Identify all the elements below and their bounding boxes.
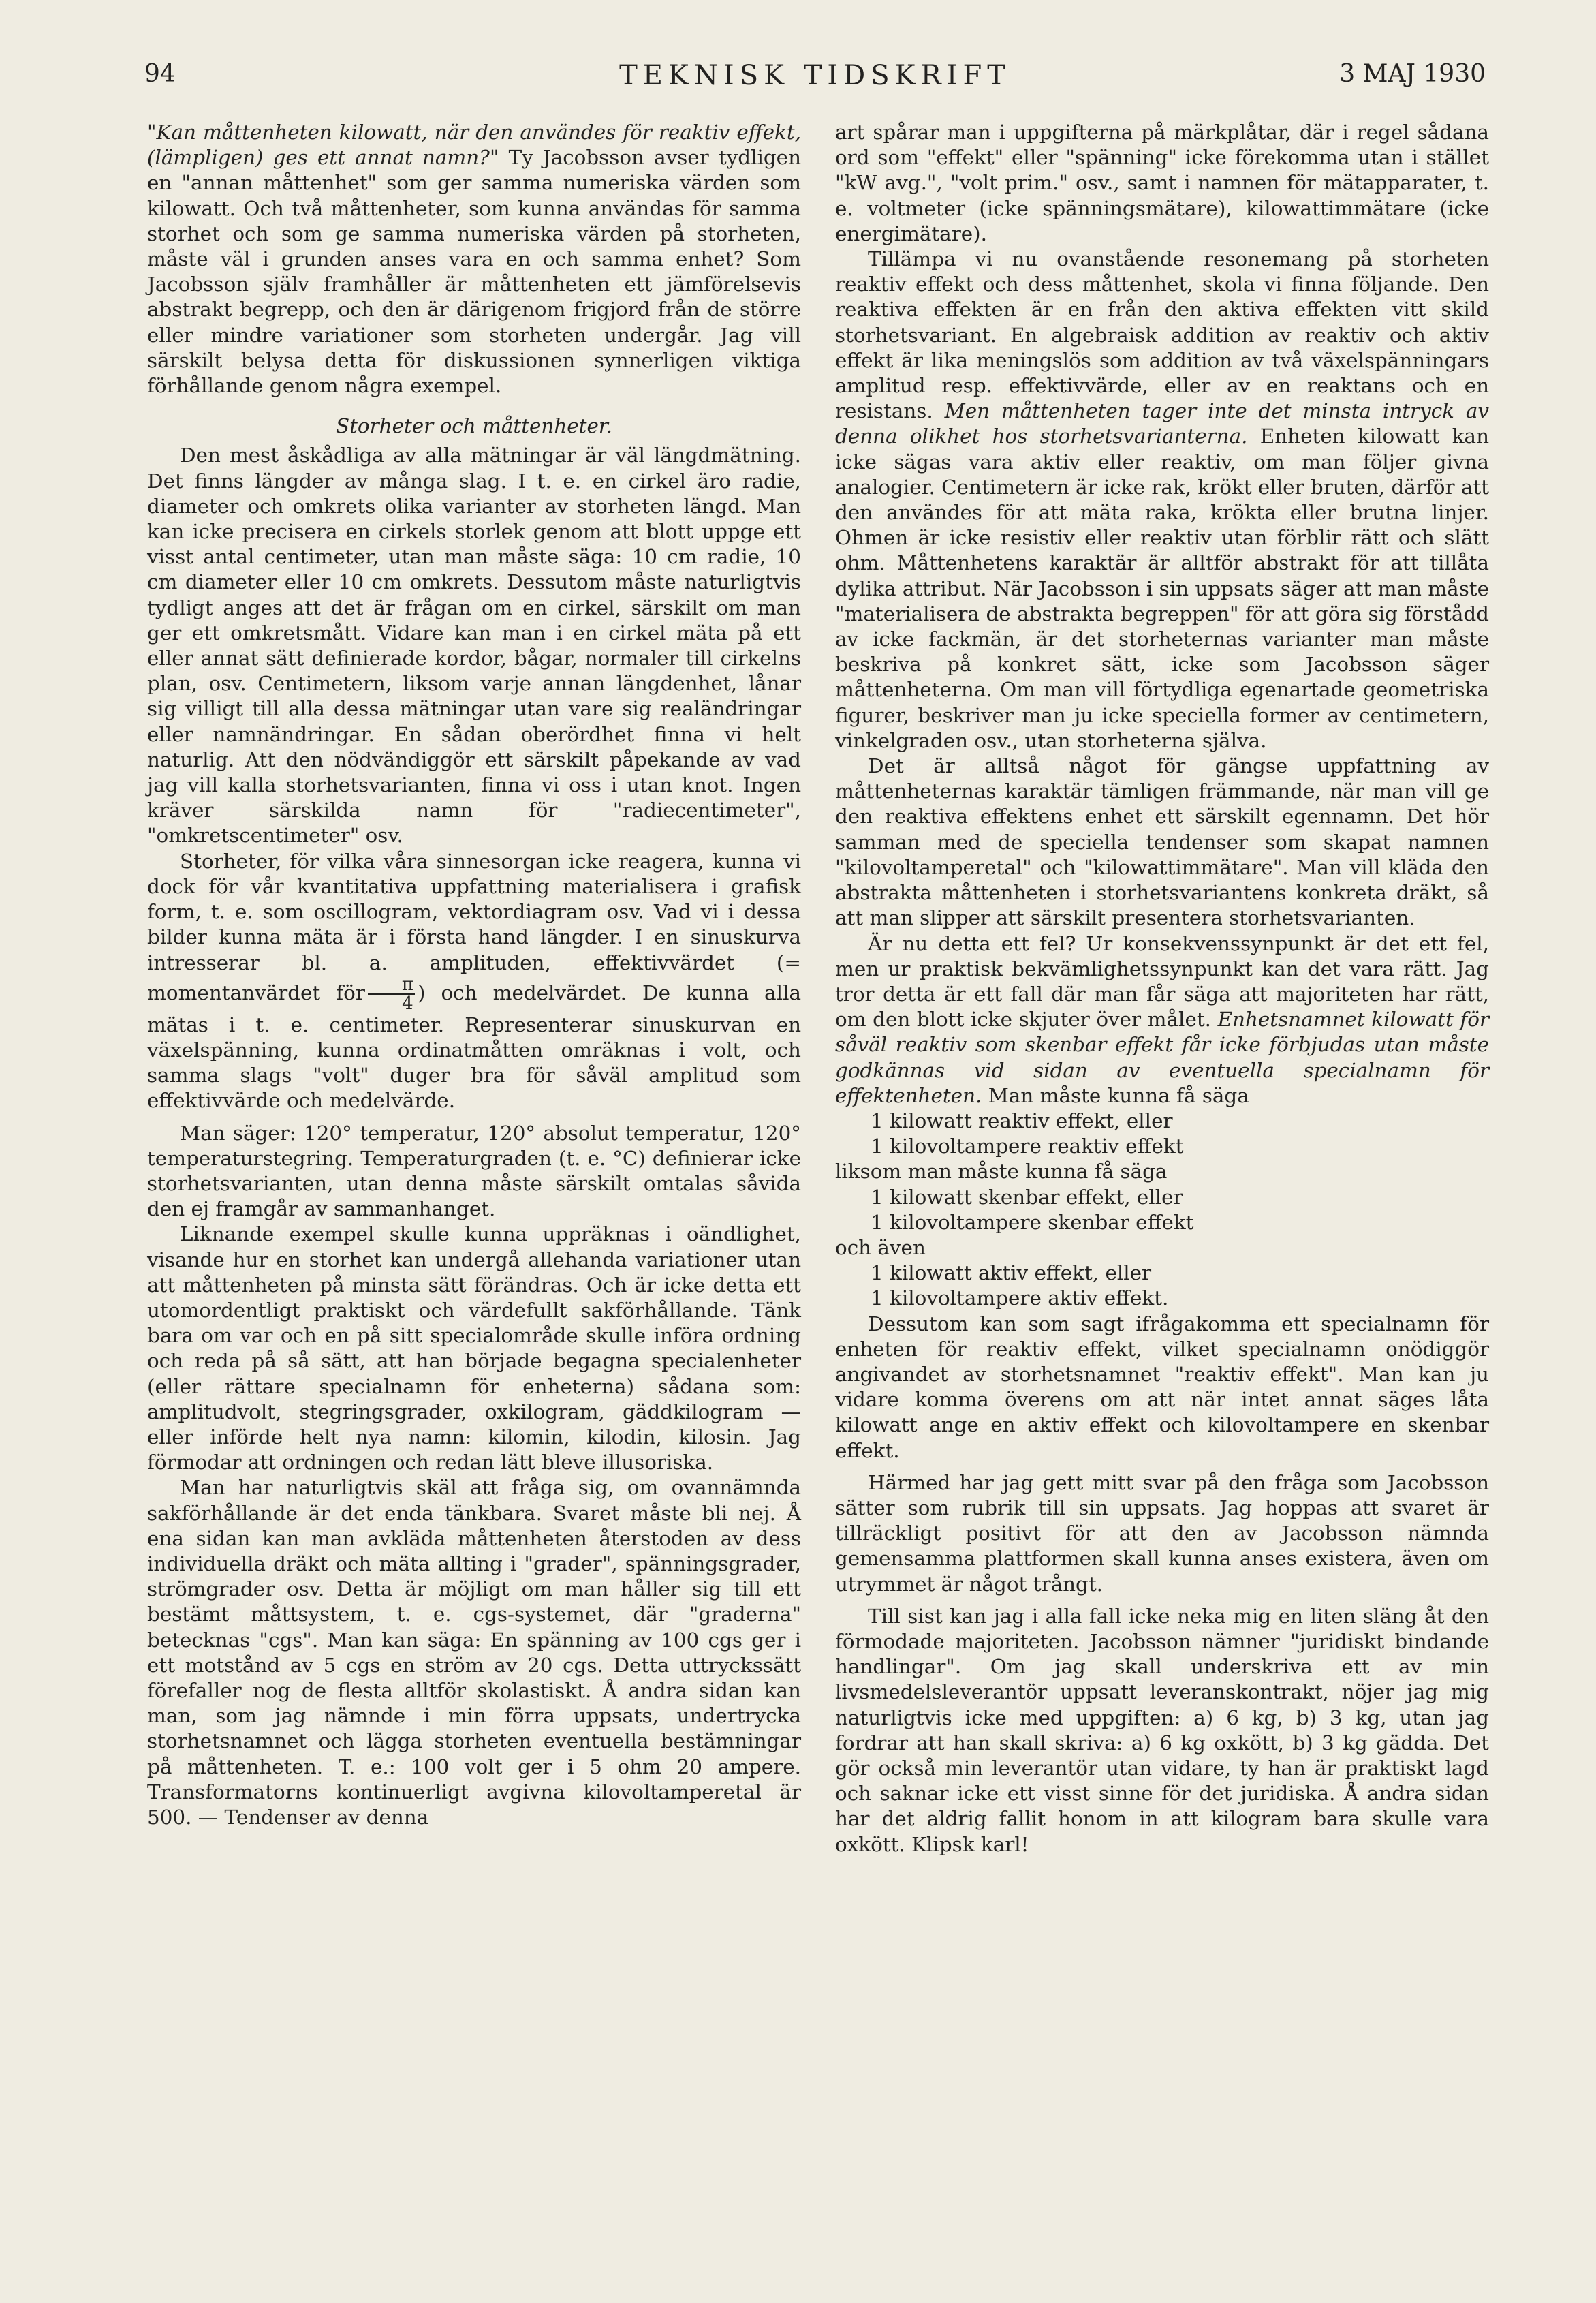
journal-title: TEKNISK TIDSKRIFT [619,60,1011,91]
paragraph-text: Ty Jacobsson avser tydligen en "annan måttenhet" som ger samma numeriska värden som kilowatt. Och två måttenheter, som kunna användas för samma storhet och som ge samma numeriska värden på storheten, måste väl i grunden anses vara en och samma enhet? Som Jacobsson själv framhåller är måttenheten ett jämförelsevis abstrakt begrepp, och den är därigenom frigjord från de större eller mindre variationer som storheten undergår. Jag vill särskilt belysa detta för diskussionen synnerligen viktiga förhållande genom några exempel. [147,146,801,398]
emphasis-text: Men måttenheten tager inte det minsta intryck av denna olikhet hos storhetsvarianterna. [835,399,1489,448]
paragraph: Dessutom kan som sagt ifrågakomma ett specialnamn för enheten för reaktiv effekt, vilket specialnamn onödiggör angivandet av storhetsnamnet "reaktiv effekt". Man kan ju vidare komma överens om att när intet annat säges låta kilowatt ange en aktiv effekt och kilovoltampere en skenbar effekt. [835,1312,1489,1462]
right-column [835,120,1489,1857]
example-line: 1 kilowatt reaktiv effekt, eller [871,1109,1173,1132]
fraction-pi-over-4 [368,976,415,1013]
emphasis-text: Enhetsnamnet kilowatt för såväl reaktiv som skenbar effekt får icke förbjudas utan måste godkännas vid sidan av eventuella specialnamn för effektenheten. [835,1008,1489,1107]
paragraph: Man har naturligtvis skäl att fråga sig, om ovannämnda sakförhållande är det enda tänkbara. Svaret måste bli nej. Å ena sidan kan man avkläda måttenheten återstoden av dess individuella dräkt och mäta allting i "grader", spänningsgrader, strömgrader osv. Detta är möjligt om man håller sig till ett bestämt måttsystem, t. e. cgs-systemet, där "graderna" betecknas "cgs". Man kan säga: En spänning av 100 cgs ger i ett motstånd av 5 cgs en ström av 20 cgs. Detta uttryckssätt förefaller nog de flesta alltför skolastiskt. Å andra sidan kan man, som jag nämnde i min förra uppsats, undertrycka storhetsnamnet och lägga storheten eventuella bestämningar på måttenheten. T. e.: 100 volt ger i 5 ohm 20 ampere. Transformatorns kontinuerligt avgivna kilovoltamperetal är 500. — Tendenser av denna [147,1476,801,1829]
page-number: 94 [144,60,176,88]
paragraph-text: Enheten kilowatt kan icke sägas vara aktiv eller reaktiv, om man följer givna analogier. Centimetern är icke rak, krökt eller bruten, därför att den användes för att mäta raka, krökta eller brutna linjer. Ohmen är icke resistiv eller reaktiv utan förblir rätt och slätt ohm. Måttenhetens karaktär är alltför abstrakt för att tillåta dylika attribut. När Jacobsson i sin uppsats säger att man måste "materialisera de abstrakta begreppen" för att göra sig förstådd av icke fackmän, är det storheternas varianter man måste beskriva på konkret sätt, icke som Jacobsson säger måttenheterna. Om man vill förtydliga egenartade geometriska figurer, beskriver man ju icke speciella former av centimetern, vinkelgraden osv., utan storheterna själva. [835,424,1490,752]
paragraph: Liknande exempel skulle kunna uppräknas i oändlighet, visande hur en storhet kan undergå allehanda variationer utan att måttenheten på minsta sätt förändras. Och är icke detta ett utomordentligt praktiskt och värdefullt sakförhållande. Tänk bara om var och en på sitt specialområde skulle införa ordning och reda på så sätt, att han började begagna specialenheter (eller rättare specialnamn för enheterna) sådana som: amplitudvolt, stegringsgrader, oxkilogram, gäddkilogram — eller införde helt nya namn: kilomin, kilodin, kilosin. Jag förmodar att ordningen och redan lätt bleve illusoriska. [147,1222,801,1474]
paragraph [835,931,1489,1109]
paragraph: Härmed har jag gett mitt svar på den fråga som Jacobsson sätter som rubrik till sin uppsats. Jag hoppas att svaret är tillräckligt positivt för att den av Jacobsson nämnda gemensamma plattformen skall kunna anses existera, även om utrymmet är något trångt. [835,1470,1489,1596]
example-line: 1 kilovoltampere reaktiv effekt [871,1134,1184,1158]
connector-line: liksom man måste kunna få säga [835,1160,1168,1184]
fraction-numerator: π [368,976,415,995]
paragraph-text: Tillämpa vi nu ovanstående resonemang på storheten reaktiv effekt och dess måttenhet, skola vi finna följande. Den reaktiva effekten är en från den aktiva effekten vitt skild storhetsvariant. En algebraisk addition av reaktiv och aktiv effekt är lika meningslös som addition av två växelspänningars amplitud resp. effektivvärde, eller av en reaktans och en resistans. [835,247,1489,423]
paragraph: Man säger: 120° temperatur, 120° absolut temperatur, 120° temperaturstegring. Temperaturgraden (t. e. °C) definierar icke storhetsvarianten, utan denna måste särskilt omtalas såvida den ej framgår av sammanhanget. [147,1121,801,1221]
paragraph: Det är alltså något för gängse uppfattning av måttenheternas karaktär tämligen främmande, när man vill ge den reaktiva effektens enhet ett särskilt egennamn. Det hör samman med de speciella tendenser som skapat namnen "kilovoltamperetal" och "kilowattimmätare". Man vill kläda den abstrakta måttenheten i storhetsvariantens konkreta dräkt, så att man slipper att särskilt presentera storhetsvarianten. [835,754,1489,930]
paragraph: art spårar man i uppgifterna på märkplåtar, där i regel sådana ord som "effekt" eller "spänning" icke förekomma utan i stället "kW avg.", "volt prim." osv., samt i namnen för mätapparater, t. e. voltmeter (icke spänningsmätare), kilowattimmätare (icke energimätare). [835,121,1489,245]
section-heading: Storheter och måttenheter. [335,414,613,438]
example-line: 1 kilowatt skenbar effekt, eller [871,1185,1183,1209]
paragraph: Till sist kan jag i alla fall icke neka mig en liten släng åt den förmodade majoriteten. Jacobsson nämner "juridiskt bindande handlingar". Om jag skall underskriva ett av min livsmedelsleverantör uppsatt leveranskontrakt, nöjer jag mig naturligtvis icke med uppgiften: a) 6 kg, b) 3 kg, utan jag fordrar att han skall skriva: a) 6 kg oxkött, b) 3 kg gädda. Det gör också min leverantör utan vidare, ty han är praktiskt lagd och saknar icke ett visst sinne för det juridiska. Å andra sidan har det aldrig fallit honom in att kilogram bara skulle vara oxkött. Klipsk karl! [835,1604,1489,1856]
paragraph [147,120,801,399]
quoted-question: "Kan måttenheten kilowatt, när den användes för reaktiv effekt, (lämpligen) ges ett annat namn?" [147,121,801,170]
paragraph-text: Är nu detta ett fel? Ur konsekvenssynpunkt är det ett fel, men ur praktisk bekvämlighetssynpunkt kan det vara rätt. Jag tror detta är ett fall där man får säga att majoriteten har rätt, om den blott icke skjuter över målet. [835,931,1489,1032]
paragraph [147,849,801,1114]
page-header [144,60,1486,108]
paragraph-text: Man måste kunna få säga [982,1083,1249,1107]
issue-date: 3 MAJ 1930 [1339,60,1486,88]
fraction-denominator: 4 [402,993,413,1014]
connector-line: och även [835,1235,926,1259]
example-line: 1 kilovoltampere aktiv effekt. [871,1286,1169,1310]
paragraph [835,247,1489,754]
paragraph-text: Storheter, för vilka våra sinnesorgan icke reagera, kunna vi dock för vår kvantitativa uppfattning materialisera i grafisk form, t. e. som oscillogram, vektordiagram osv. Vad vi i dessa bilder kunna mäta är i första hand längder. I en sinuskurva intresserar bl. a. amplituden, effektivvärdet (= momentanvärdet för [147,849,801,1004]
paragraph: Den mest åskådliga av alla mätningar är väl längdmätning. Det finns längder av många slag. I t. e. en cirkel äro radie, diameter och omkrets olika varianter av storheten längd. Man kan icke precisera en cirkels storlek genom att blott uppge ett visst antal centimeter, utan man måste säga: 10 cm radie, 10 cm diameter eller 10 cm omkrets. Dessutom måste naturligtvis tydligt anges att det är frågan om en cirkel, särskilt om man ger ett omkretsmått. Vidare kan man i en cirkel mäta på ett eller annat sätt definierade kordor, bågar, normaler till cirkelns plan, osv. Centimetern, liksom varje annan längdenhet, lånar sig villigt till alla dessa mätningar utan vare sig realändringar eller namnändringar. En sådan oberördhet finna vi helt naturlig. Att den nödvändiggör ett särskilt påpekande av vad jag vill kalla storhetsvarianten, finna vi oss i utan knot. Ingen kräver särskilda namn för "radiecentimeter", "omkretscentimeter" osv. [147,444,801,848]
left-column [147,120,801,1830]
example-line: 1 kilovoltampere skenbar effekt [871,1210,1194,1234]
paragraph-text: ) och medelvärdet. De kunna alla mätas i t. e. centimeter. Representerar sinuskurvan en växelspänning, kunna ordinatmåtten omräknas i volt, och samma slags "volt" duger bra för såväl amplitud som effektivvärde och medelvärde. [147,980,801,1113]
example-line: 1 kilowatt aktiv effekt, eller [871,1261,1152,1285]
